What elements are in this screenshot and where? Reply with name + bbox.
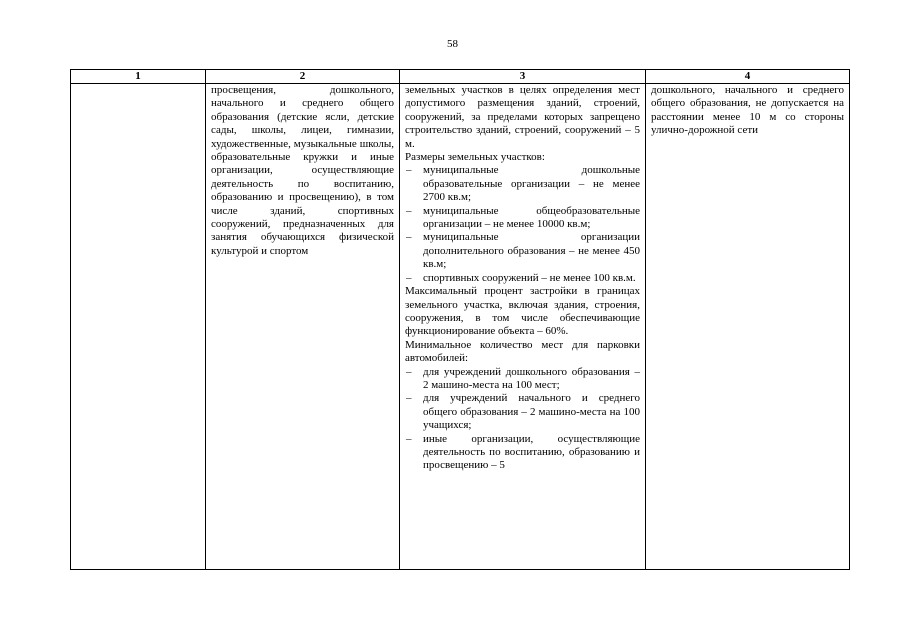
cell-column-3 (400, 84, 646, 570)
parking-item: – для учреждений начального и среднего общего образования – 2 машино-места на 100 учащихся; (406, 392, 640, 432)
parking-item: – для учреждений дошкольного образования – 2 машино-места на 100 мест; (406, 365, 640, 391)
plot-size-item: – муниципальные организации дополнительного образования – не менее 450 кв.м; (406, 231, 640, 271)
page-number: 58 (447, 38, 458, 50)
setback-paragraph: земельных участков в целях определения мест допустимого размещения зданий, строений, сооружений, за пределами которых запрещено строительство зданий, строений, сооружений – 5 м. (405, 84, 640, 150)
restriction-text: дошкольного, начального и среднего общего образования, не допускается на расстоянии менее 10 м со стороны улично-дорожной сети (651, 84, 844, 137)
table-row (71, 84, 850, 570)
column-header-1: 1 (71, 70, 206, 84)
parking-heading: Минимальное количество мест для парковки автомобилей: (405, 338, 640, 365)
cell-column-1 (71, 84, 206, 570)
cell-column-2 (206, 84, 400, 570)
cell-column-4 (646, 84, 850, 570)
purpose-text: просвещения, дошкольного, начального и среднего общего образования (детские ясли, детские сады, школы, лицеи, гимназии, художественные, музыкальные школы, образовательные кружки и иные организации, осуществляющие деятельность по воспитанию, образованию и просвещению), в том числе зданий, спортивных сооружений, предназначенных для занятия обучающихся физической культурой и спортом (211, 84, 394, 257)
plot-size-item: – спортивных сооружений – не менее 100 кв.м. (406, 271, 636, 284)
table-header-row (71, 70, 850, 84)
plot-size-item: – муниципальные дошкольные образовательные организации – не менее 2700 кв.м; (406, 164, 640, 204)
plot-size-heading: Размеры земельных участков: (405, 151, 545, 164)
plot-size-item: – муниципальные общеобразовательные организации – не менее 10000 кв.м; (406, 204, 640, 231)
column-header-4: 4 (646, 70, 850, 84)
document-table (70, 69, 850, 570)
parking-item: – иные организации, осуществляющие деятельность по воспитанию, образованию и просвещению – 5 (406, 432, 640, 472)
column-header-3: 3 (400, 70, 646, 84)
column-header-2: 2 (206, 70, 400, 84)
coverage-paragraph: Максимальный процент застройки в границах земельного участка, включая здания, строения, сооружения, в том числе обеспечивающие функционирование объекта – 60%. (405, 285, 640, 338)
